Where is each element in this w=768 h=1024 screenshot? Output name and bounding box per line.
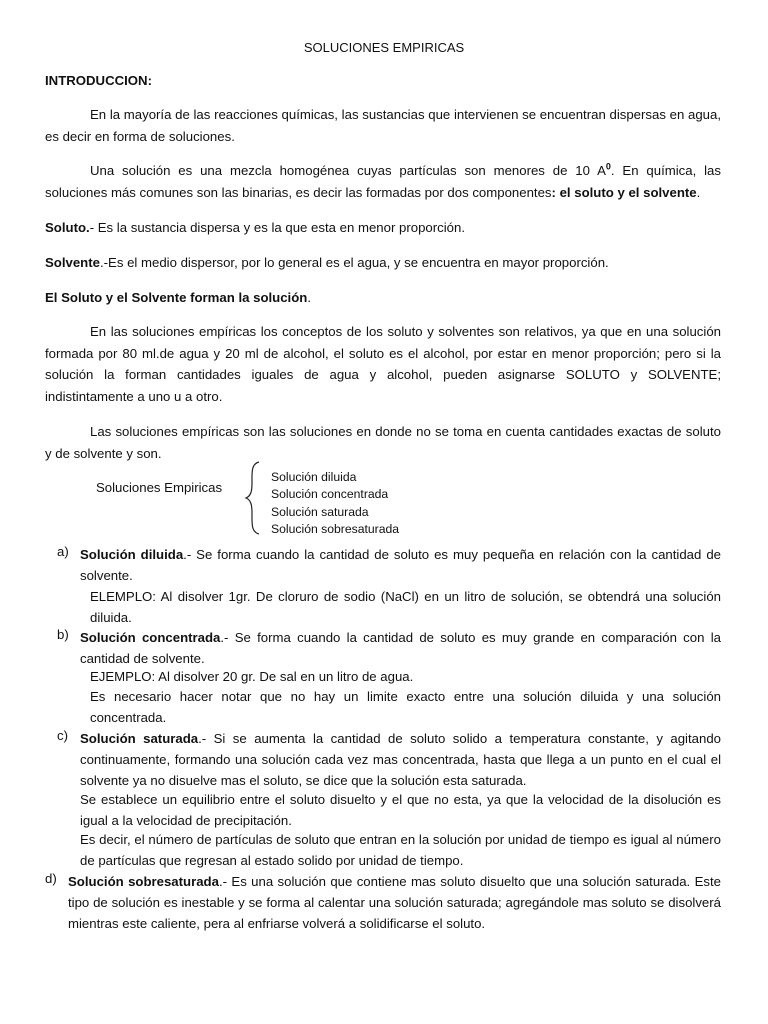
item-a-example: ELEMPLO: Al disolver 1gr. De cloruro de sodio (NaCl) en un litro de solución, se obtendrá una solución diluida. <box>90 589 721 625</box>
paragraph-solvente: Solvente.-Es el medio dispersor, por lo general es el agua, y se encuentra en mayor proporción. <box>45 255 609 270</box>
diagram-label: Soluciones Empiricas <box>96 480 223 495</box>
paragraph-soluto: Soluto.- Es la sustancia dispersa y es la que esta en menor proporción. <box>45 220 465 235</box>
type-saturada: Solución saturada <box>271 504 369 519</box>
item-d-definition: Solución sobresaturada.- Es una solución que contiene mas soluto disuelto que una solución saturada. Este tipo de solución es inestable y se forma al calentar una solución saturada; agregándole mas soluto se disolverá mientras este caliente, pera al enfriarse volverá a solidificarse el soluto. <box>68 874 721 931</box>
item-b-definition: Solución concentrada.- Se forma cuando la cantidad de soluto es muy grande en comparación con la cantidad de solvente. <box>80 630 721 666</box>
paragraph-intro: En la mayoría de las reacciones químicas, las sustancias que intervienen se encuentran dispersas en agua, es decir en forma de soluciones. <box>45 107 721 144</box>
item-c-marker: c) <box>57 728 68 743</box>
item-c-particulas: Es decir, el número de partículas de soluto que entran en la solución por unidad de tiempo es igual al número de partículas que regresan al estado solido por unidad de tiempo. <box>80 832 721 868</box>
brace-icon <box>244 461 264 535</box>
term-solvente: Solvente <box>45 255 100 270</box>
document-title: SOLUCIONES EMPIRICAS <box>303 40 465 55</box>
type-diluida: Solución diluida <box>271 470 357 484</box>
solution-types-list <box>271 469 399 538</box>
item-d-marker: d) <box>45 871 57 886</box>
intro-heading: INTRODUCCION: <box>45 73 152 88</box>
paragraph-relativos: En las soluciones empíricas los conceptos de los soluto y solventes son relativos, ya que en una solución formada por 80 ml.de agua y 20 ml de alcohol, el soluto es el alcohol, por estar en menor proporción; pero si la solución la forman cantidades iguales de agua y alcohol, pueden asignarse SOLUTO y SOLVENTE; indistintamente a uno u a otro. <box>45 324 721 404</box>
paragraph-definition: Una solución es una mezcla homogénea cuyas partículas son menores de 10 $A^0$. En química, las soluciones más comunes son las binarias, es decir las formadas por dos componentes: el soluto y el solvente. <box>45 161 721 200</box>
item-c-equilibrio: Se establece un equilibrio entre el soluto disuelto y el que no esta, ya que la velocidad de la disolución es igual a la velocidad de precipitación. <box>80 792 721 828</box>
type-concentrada: Solución concentrada <box>271 487 389 502</box>
type-sobresaturada: Solución sobresaturada <box>271 521 400 536</box>
item-a-definition: Solución diluida.- Se forma cuando la cantidad de soluto es muy pequeña en relación con la cantidad de solvente. <box>80 547 721 583</box>
item-a-marker: a) <box>57 544 69 559</box>
item-b-example: EJEMPLO: Al disolver 20 gr. De sal en un litro de agua. <box>90 669 414 684</box>
paragraph-forman: El Soluto y el Solvente forman la solución. <box>45 290 312 305</box>
paragraph-empiricas: Las soluciones empíricas son las soluciones en donde no se toma en cuenta cantidades exactas de soluto y de solvente y son. <box>45 424 721 461</box>
item-c-definition: Solución saturada.- Si se aumenta la cantidad de soluto solido a temperatura constante, y agitando continuamente, formando una solución cada vez mas concentrada, hasta que llega a un punto en el cual el solvente ya no disuelve mas el soluto, se dice que la solución esta saturada. <box>80 731 721 788</box>
item-b-marker: b) <box>57 627 69 642</box>
item-b-note: Es necesario hacer notar que no hay un limite exacto entre una solución diluida y una solución concentrada. <box>90 689 721 725</box>
term-soluto: Soluto. <box>45 220 90 235</box>
